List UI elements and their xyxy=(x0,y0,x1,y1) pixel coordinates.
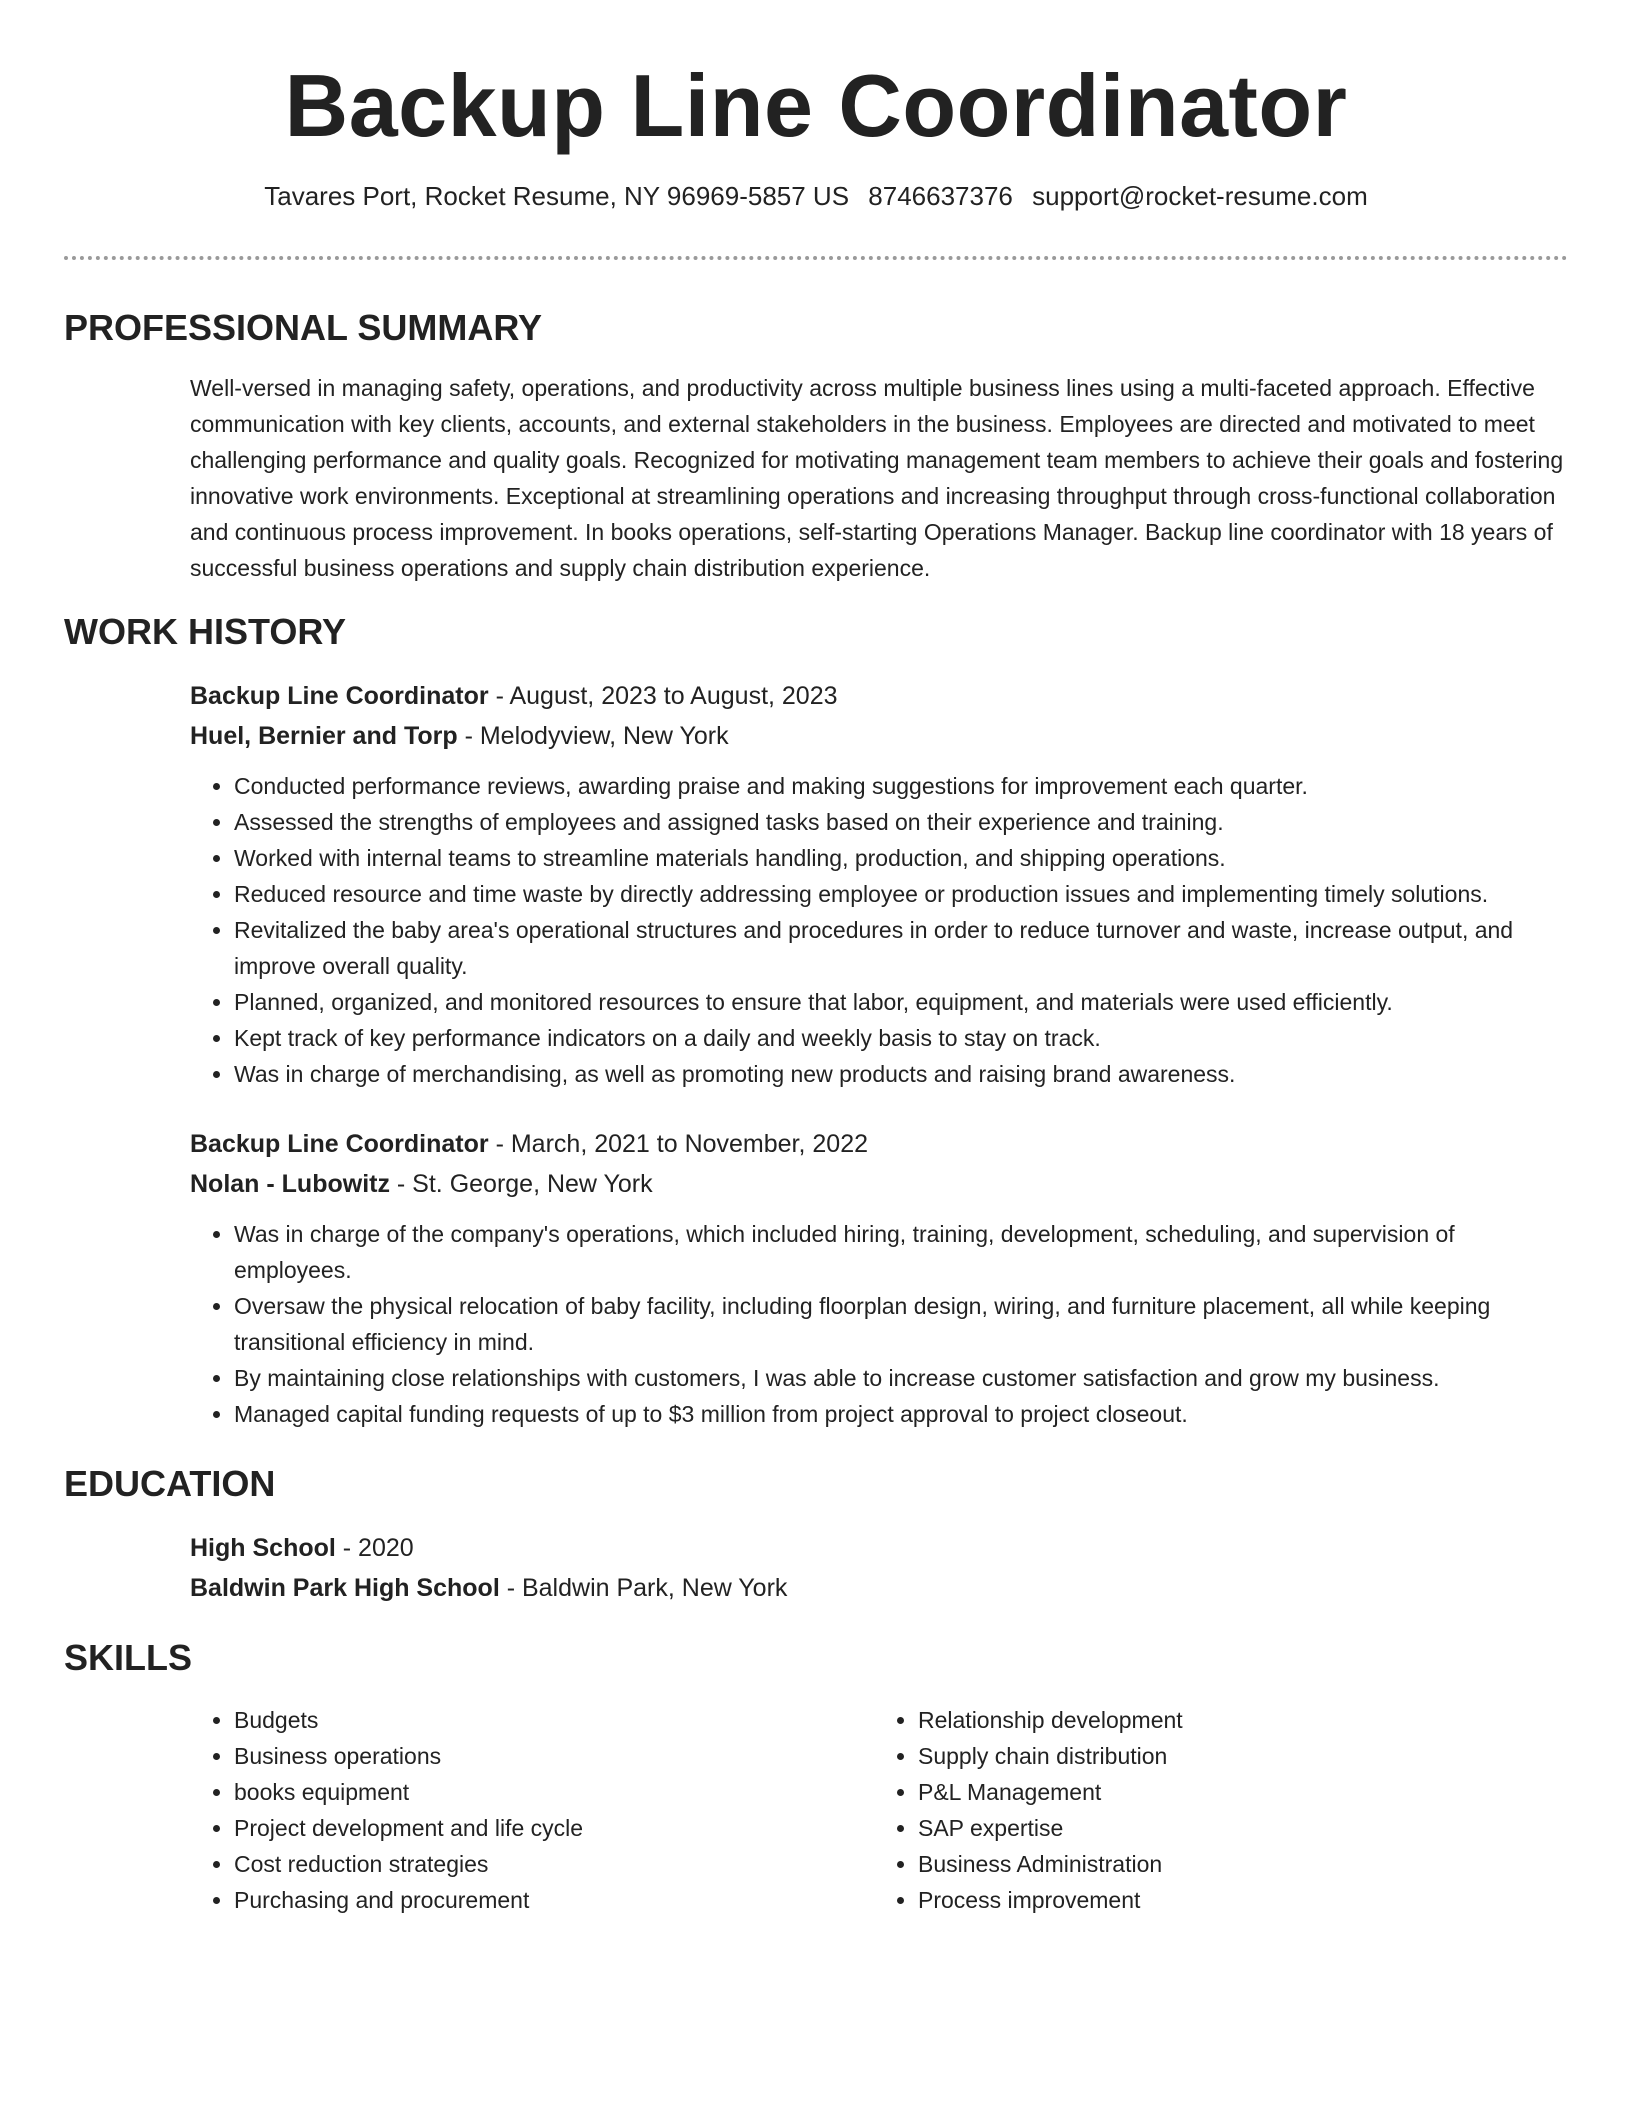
skill-item: • Business operations xyxy=(234,1738,874,1774)
skill-item: • Process improvement xyxy=(918,1882,1558,1918)
candidate-name: Backup Line Coordinator xyxy=(284,56,1348,155)
job-bullet: • Assessed the strengths of employees and assigned tasks based on their experience and training. xyxy=(234,804,1568,840)
skill-item: • P&L Management xyxy=(918,1774,1558,1810)
job-bullet: • Was in charge of the company's operations, which included hiring, training, development, scheduling, and supervision of employees. xyxy=(234,1216,1568,1288)
contact-address: Tavares Port, Rocket Resume, NY 96969-5857 US xyxy=(264,181,850,211)
job-bullets xyxy=(190,768,1568,1092)
job-entry xyxy=(190,1124,1568,1432)
skill-item: • Cost reduction strategies xyxy=(234,1846,874,1882)
skill-item: • Project development and life cycle xyxy=(234,1810,874,1846)
education-entry xyxy=(190,1528,1568,1608)
contact-email: support@rocket-resume.com xyxy=(1032,181,1368,211)
skills-heading: SKILLS xyxy=(64,1637,193,1678)
job-role-line xyxy=(190,676,1568,716)
education-degree: High School xyxy=(190,1534,336,1562)
education-school: Baldwin Park High School xyxy=(190,1574,500,1602)
work-history-heading: WORK HISTORY xyxy=(64,611,347,652)
job-role: Backup Line Coordinator xyxy=(190,682,489,710)
summary-heading: PROFESSIONAL SUMMARY xyxy=(64,307,543,348)
education-location: - Baldwin Park, New York xyxy=(499,1574,788,1602)
education-school-line xyxy=(190,1568,1568,1608)
skills-list-right xyxy=(874,1702,1558,1918)
job-bullet: • Reduced resource and time waste by directly addressing employee or production issues and implementing timely solutions. xyxy=(234,876,1568,912)
summary-text: Well-versed in managing safety, operations, and productivity across multiple business lines using a multi-faceted approach. Effective communication with key clients, accounts, and external stakeholders in the business. Employees are directed and motivated to meet challenging performance and quality goals. Recognized for motivating management team members to achieve their goals and fostering innovative work environments. Exceptional at streamlining operations and increasing throughput through cross-functional collaboration and continuous process improvement. In books operations, self-starting Operations Manager. Backup line coordinator with 18 years of successful business operations and supply chain distribution experience. xyxy=(190,375,1564,581)
job-bullet: • Kept track of key performance indicators on a daily and weekly basis to stay on track. xyxy=(234,1020,1568,1056)
job-location: - Melodyview, New York xyxy=(457,722,729,750)
header-divider xyxy=(64,256,1568,260)
skill-item: • Business Administration xyxy=(918,1846,1558,1882)
job-bullets xyxy=(190,1216,1568,1432)
education-heading: EDUCATION xyxy=(64,1463,276,1504)
job-bullet: • Was in charge of merchandising, as well as promoting new products and raising brand awareness. xyxy=(234,1056,1568,1092)
job-entry xyxy=(190,676,1568,1092)
job-bullet: • Managed capital funding requests of up to $3 million from project approval to project closeout. xyxy=(234,1396,1568,1432)
skill-item: • Supply chain distribution xyxy=(918,1738,1558,1774)
education-degree-line xyxy=(190,1528,1568,1568)
job-bullet: • Revitalized the baby area's operational structures and procedures in order to reduce turnover and waste, increase output, and improve overall quality. xyxy=(234,912,1568,984)
skill-item: • Budgets xyxy=(234,1702,874,1738)
education-year: - 2020 xyxy=(335,1534,414,1562)
job-bullet: • Conducted performance reviews, awarding praise and making suggestions for improvement each quarter. xyxy=(234,768,1568,804)
job-role: Backup Line Coordinator xyxy=(190,1130,489,1158)
job-company: Huel, Bernier and Torp xyxy=(190,722,458,750)
skill-item: • SAP expertise xyxy=(918,1810,1558,1846)
job-company: Nolan - Lubowitz xyxy=(190,1170,390,1198)
job-company-line xyxy=(190,1164,1568,1204)
resume-page xyxy=(64,0,1568,1918)
job-bullet: • Worked with internal teams to streamline materials handling, production, and shipping operations. xyxy=(234,840,1568,876)
job-dates: - March, 2021 to November, 2022 xyxy=(488,1130,869,1158)
job-location: - St. George, New York xyxy=(389,1170,653,1198)
contact-line xyxy=(64,178,1568,214)
skill-item: • Relationship development xyxy=(918,1702,1558,1738)
job-bullet: • Oversaw the physical relocation of baby facility, including floorplan design, wiring, and furniture placement, all while keeping transitional efficiency in mind. xyxy=(234,1288,1568,1360)
skills-list-left xyxy=(190,1702,874,1918)
contact-phone: 8746637376 xyxy=(868,181,1013,211)
skills-columns xyxy=(190,1702,1568,1918)
job-bullet: • Planned, organized, and monitored resources to ensure that labor, equipment, and materials were used efficiently. xyxy=(234,984,1568,1020)
job-company-line xyxy=(190,716,1568,756)
job-bullet: • By maintaining close relationships with customers, I was able to increase customer satisfaction and grow my business. xyxy=(234,1360,1568,1396)
skill-item: • books equipment xyxy=(234,1774,874,1810)
job-dates: - August, 2023 to August, 2023 xyxy=(488,682,838,710)
job-role-line xyxy=(190,1124,1568,1164)
skill-item: • Purchasing and procurement xyxy=(234,1882,874,1918)
